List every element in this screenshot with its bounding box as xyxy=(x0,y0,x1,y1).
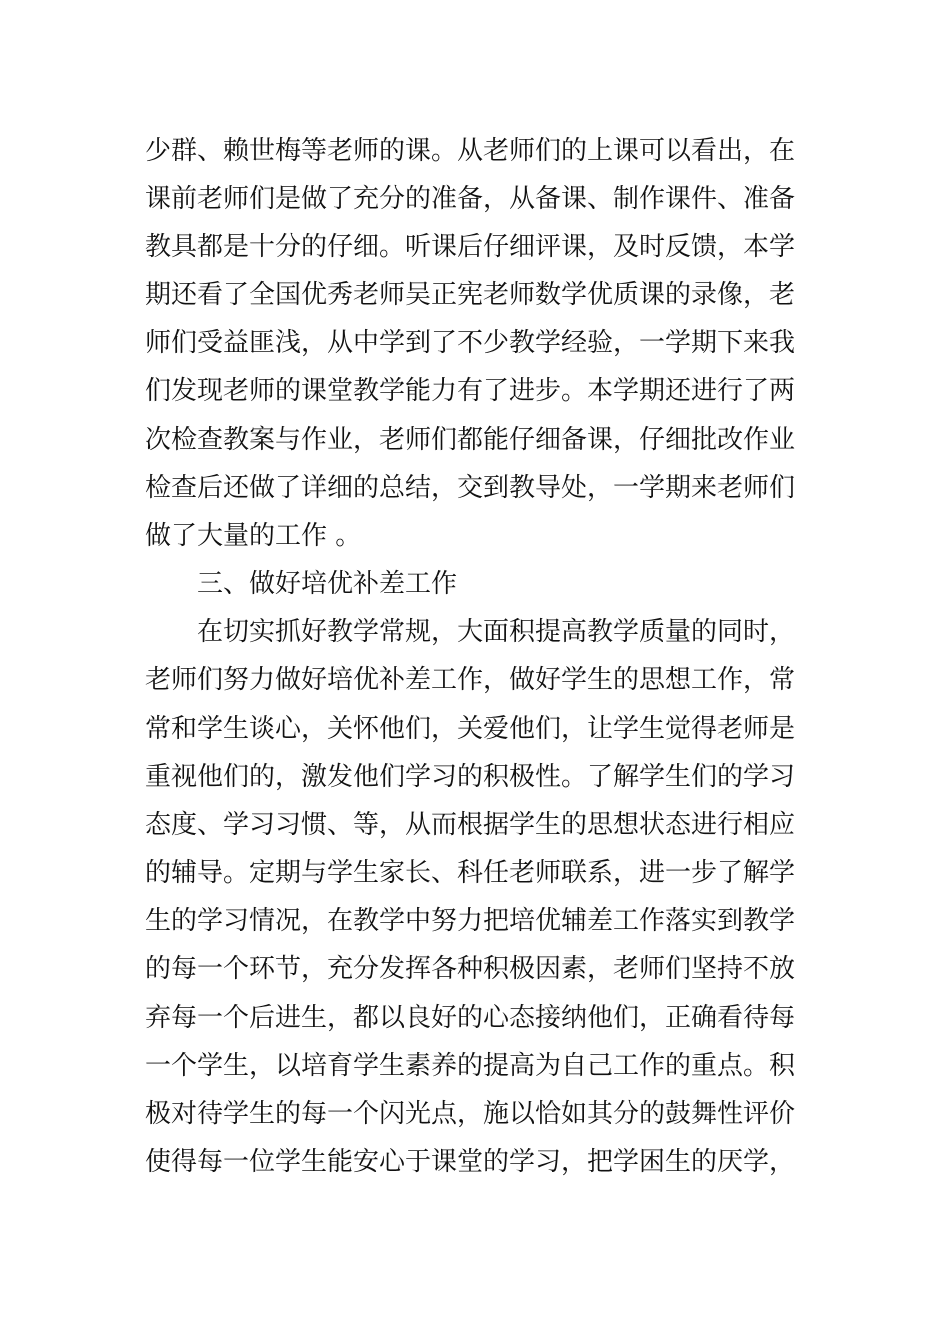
paragraph-line: 重视他们的，激发他们学习的积极性。了解学生们的学习 xyxy=(145,762,796,792)
paragraph-line: 次检查教案与作业，老师们都能仔细备课，仔细批改作业 xyxy=(145,425,796,455)
paragraph-line: 的每一个环节，充分发挥各种积极因素，老师们坚持不放 xyxy=(145,954,796,984)
paragraph-line: 一个学生，以培育学生素养的提高为自己工作的重点。积 xyxy=(145,1051,796,1081)
paragraph-line: 师们受益匪浅，从中学到了不少教学经验，一学期下来我 xyxy=(145,328,796,358)
paragraph-line: 的辅导。定期与学生家长、科任老师联系，进一步了解学 xyxy=(145,858,796,888)
paragraph-line: 检查后还做了详细的总结，交到教导处，一学期来老师们 xyxy=(145,473,796,503)
paragraph-line: 教具都是十分的仔细。听课后仔细评课，及时反馈，本学 xyxy=(145,232,796,262)
paragraph-line: 常和学生谈心，关怀他们，关爱他们，让学生觉得老师是 xyxy=(145,714,796,744)
paragraph-line: 老师们努力做好培优补差工作，做好学生的思想工作，常 xyxy=(145,665,796,695)
paragraph-line: 期还看了全国优秀老师吴正宪老师数学优质课的录像，老 xyxy=(145,280,796,310)
paragraph-line: 们发现老师的课堂教学能力有了进步。本学期还进行了两 xyxy=(145,376,796,406)
paragraph-line: 使得每一位学生能安心于课堂的学习，把学困生的厌学， xyxy=(145,1147,796,1177)
paragraph-line: 生的学习情况，在教学中努力把培优辅差工作落实到教学 xyxy=(145,906,796,936)
section-heading: 三、做好培优补差工作 xyxy=(197,569,458,599)
paragraph-line: 极对待学生的每一个闪光点，施以恰如其分的鼓舞性评价 xyxy=(145,1099,796,1129)
paragraph-line: 态度、学习习惯、等，从而根据学生的思想状态进行相应 xyxy=(145,810,796,840)
paragraph-line: 少群、赖世梅等老师的课。从老师们的上课可以看出，在 xyxy=(145,136,796,166)
paragraph-line: 做了大量的工作 。 xyxy=(145,521,362,551)
paragraph-line: 弃每一个后进生，都以良好的心态接纳他们，正确看待每 xyxy=(145,1003,796,1033)
paragraph-line: 课前老师们是做了充分的准备，从备课、制作课件、准备 xyxy=(145,184,796,214)
paragraph-line: 在切实抓好教学常规，大面积提高教学质量的同时， xyxy=(197,617,796,647)
